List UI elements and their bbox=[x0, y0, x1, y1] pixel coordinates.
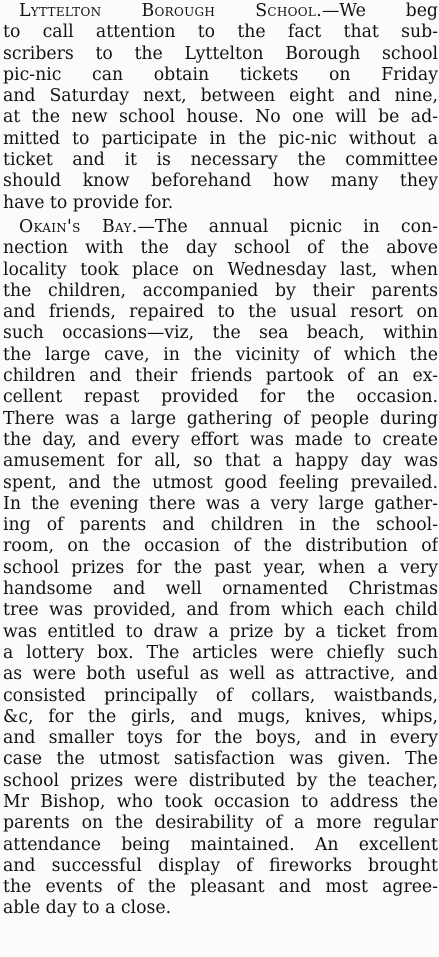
article-line: school prizes for the past year, when a very bbox=[3, 557, 438, 578]
article-line: children and their friends partook of an ex- bbox=[3, 366, 438, 387]
article-line: the day, and every effort was made to create bbox=[3, 429, 438, 450]
article-line: and friends, repaired to the usual resort on bbox=[3, 302, 438, 323]
article-line: handsome and well ornamented Christmas bbox=[3, 579, 438, 600]
article-line: consisted principally of collars, waistbands, bbox=[3, 685, 438, 706]
article-line: &c, for the girls, and mugs, knives, whips, bbox=[3, 706, 438, 727]
article-line: was entitled to draw a prize by a ticket from bbox=[3, 621, 438, 642]
article-okains-bay bbox=[3, 217, 438, 920]
article-line: the events of the pleasant and most agree- bbox=[3, 877, 438, 898]
article-line-text: —We beg bbox=[322, 1, 438, 21]
article-line: the large cave, in the vicinity of which the bbox=[3, 344, 438, 365]
article-line: have to provide for. bbox=[3, 192, 174, 213]
article-line: a lottery box. The articles were chiefly such bbox=[3, 642, 438, 663]
article-lyttelton-borough-school bbox=[3, 1, 438, 214]
article-line: school prizes were distributed by the teacher, bbox=[3, 770, 438, 791]
article-heading: Lyttelton Borough School. bbox=[19, 1, 322, 21]
text-column bbox=[3, 1, 438, 920]
article-line: There was a large gathering of people during bbox=[3, 408, 438, 429]
article-line: tree was provided, and from which each child bbox=[3, 600, 438, 621]
article-line: spent, and the utmost good feeling prevailed. bbox=[3, 472, 438, 493]
article-line: and Saturday next, between eight and nine, bbox=[3, 86, 438, 107]
article-line: amusement for all, so that a happy day was bbox=[3, 451, 438, 472]
article-line: able day to a close. bbox=[3, 898, 172, 919]
article-line: attendance being maintained. An excellent bbox=[3, 834, 438, 855]
article-line: In the evening there was a very large gather- bbox=[3, 493, 438, 514]
article-line: ing of parents and children in the school- bbox=[3, 515, 438, 536]
article-line: nection with the day school of the above bbox=[3, 238, 438, 259]
article-line: scribers to the Lyttelton Borough school bbox=[3, 43, 438, 64]
article-line: Mr Bishop, who took occasion to address the bbox=[3, 791, 438, 812]
article-line bbox=[3, 1, 438, 22]
article-line: room, on the occasion of the distribution of bbox=[3, 536, 438, 557]
article-line: to call attention to the fact that sub- bbox=[3, 22, 438, 43]
article-line: at the new school house. No one will be ad- bbox=[3, 107, 438, 128]
article-line: and smaller toys for the boys, and in every bbox=[3, 728, 438, 749]
article-line: cellent repast provided for the occasion. bbox=[3, 387, 438, 408]
article-line: and successful display of fireworks brought bbox=[3, 855, 438, 876]
article-line: mitted to participate in the pic-nic without a bbox=[3, 128, 438, 149]
article-line: locality took place on Wednesday last, when bbox=[3, 259, 438, 280]
article-line: the children, accompanied by their parents bbox=[3, 280, 438, 301]
article-line: pic-nic can obtain tickets on Friday bbox=[3, 64, 438, 85]
article-line: case the utmost satisfaction was given. The bbox=[3, 749, 438, 770]
article-heading: Okain's Bay. bbox=[19, 216, 138, 237]
article-line: ticket and it is necessary the committee bbox=[3, 150, 438, 171]
article-line: such occasions—viz, the sea beach, within bbox=[3, 323, 438, 344]
article-line: as were both useful as well as attractive, and bbox=[3, 664, 438, 685]
article-line bbox=[3, 217, 438, 238]
article-line-text: —The annual picnic in con- bbox=[137, 216, 438, 237]
article-line: parents on the desirability of a more regular bbox=[3, 813, 438, 834]
article-line: should know beforehand how many they bbox=[3, 171, 438, 192]
